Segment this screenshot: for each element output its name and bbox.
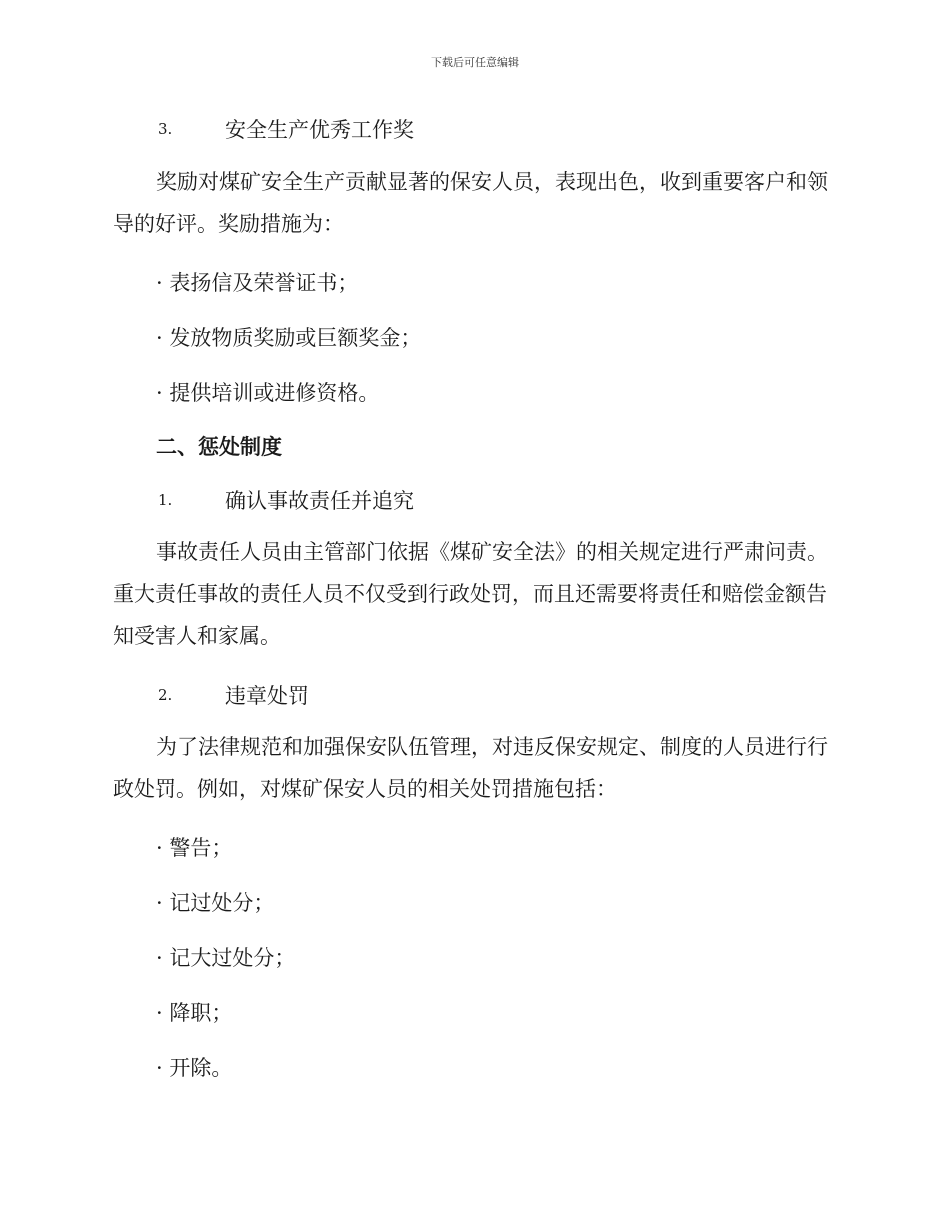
paragraph-reward: 奖励对煤矿安全生产贡献显著的保安人员，表现出色，收到重要客户和领导的好评。奖励措施为： [113, 170, 828, 236]
page-header: 下载后可任意编辑 [431, 56, 519, 69]
item-number-1: 1. [158, 491, 173, 509]
paragraph-accident: 事故责任人员由主管部门依据《煤矿安全法》的相关规定进行严肃问责。重大责任事故的责任人员不仅受到行政处罚，而且还需要将责任和赔偿金额告知受害人和家属。 [113, 540, 828, 648]
reward-item-1: · 表扬信及荣誉证书； [156, 271, 359, 295]
item-number-2: 2. [158, 686, 173, 704]
penalty-item-4: · 降职； [156, 1001, 233, 1025]
penalty-item-1: · 警告； [156, 836, 233, 860]
penalty-item-5: · 开除。 [156, 1056, 233, 1080]
paragraph-violation: 为了法律规范和加强保安队伍管理，对违反保安规定、制度的人员进行行政处罚。例如，对煤矿保安人员的相关处罚措施包括： [113, 735, 828, 801]
item-title-2: 违章处罚 [225, 684, 309, 708]
reward-item-3: · 提供培训或进修资格。 [156, 381, 380, 405]
item-title-1: 确认事故责任并追究 [225, 489, 414, 513]
item-number-3: 3. [158, 120, 173, 138]
reward-item-2: · 发放物质奖励或巨额奖金； [156, 326, 422, 350]
section-heading-penalty: 二、惩处制度 [156, 434, 282, 459]
penalty-item-3: · 记大过处分； [156, 946, 296, 970]
penalty-item-2: · 记过处分； [156, 891, 275, 915]
item-title-3: 安全生产优秀工作奖 [225, 118, 414, 142]
